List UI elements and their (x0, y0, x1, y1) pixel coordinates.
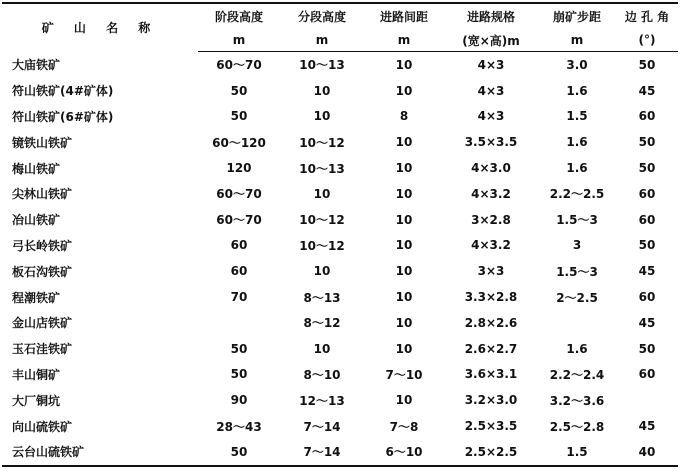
cell-sublevel-height: 10 (313, 341, 331, 356)
cell-bench-height: 50 (230, 341, 248, 356)
cell-caving-step: 3.2～3.6 (549, 393, 605, 408)
cell-drift-spacing: 7～8 (389, 419, 419, 434)
cell-caving-step: 3.0 (566, 57, 588, 72)
cell-drift-size: 4×3.0 (471, 161, 511, 176)
cell-sublevel-height: 7～14 (280, 439, 364, 466)
table-row (2, 155, 678, 181)
unit-sublevel-height: m (280, 29, 364, 52)
cell-bench-height: 60 (230, 264, 248, 279)
cell-drift-size: 4×3 (477, 109, 505, 124)
cell-side-hole-angle (616, 387, 678, 413)
cell-sublevel-height: 10 (313, 186, 331, 201)
cell-drift-size: 3.6×3.1 (464, 367, 518, 382)
header-drift-spacing: 进路间距 (364, 3, 444, 29)
cell-side-hole-angle: 50 (638, 341, 656, 356)
cell-mine-name: 镜铁山铁矿 (12, 135, 73, 150)
cell-drift-spacing: 8 (399, 109, 409, 124)
cell-sublevel-height: 10 (313, 109, 331, 124)
cell-drift-spacing: 10 (395, 135, 413, 150)
table-row (2, 52, 678, 78)
header-side-hole-angle: 边 孔 角 (616, 3, 678, 29)
cell-bench-height (198, 310, 280, 336)
table-row (2, 129, 678, 155)
cell-drift-spacing: 10 (395, 264, 413, 279)
table-row (2, 258, 678, 284)
cell-drift-size: 4×3.2 (471, 186, 511, 201)
cell-drift-spacing: 6～10 (364, 439, 444, 466)
cell-side-hole-angle: 45 (638, 264, 656, 279)
unit-drift-size: (宽×高)m (444, 29, 538, 52)
cell-mine-name: 云台山硫铁矿 (2, 439, 198, 466)
cell-drift-spacing: 10 (395, 161, 413, 176)
cell-side-hole-angle: 50 (638, 57, 656, 72)
unit-side-hole-angle: (°) (616, 29, 678, 52)
header-mine-name: 矿 山 名 称 (2, 3, 198, 52)
cell-drift-spacing: 10 (395, 57, 413, 72)
cell-drift-size: 3.3×2.8 (464, 290, 518, 305)
cell-side-hole-angle: 50 (638, 238, 656, 253)
cell-side-hole-angle: 50 (638, 161, 656, 176)
table-header (2, 3, 678, 52)
cell-side-hole-angle: 60 (638, 367, 656, 382)
cell-mine-name: 符山铁矿(6#矿体) (12, 109, 114, 124)
cell-mine-name: 板石沟铁矿 (12, 264, 73, 279)
cell-caving-step: 1.6 (566, 83, 588, 98)
cell-side-hole-angle: 40 (616, 439, 678, 466)
cell-caving-step: 1.6 (566, 135, 588, 150)
cell-bench-height: 28～43 (216, 419, 262, 434)
table-row (2, 439, 678, 466)
cell-sublevel-height: 8～12 (303, 316, 341, 331)
cell-drift-spacing: 10 (395, 238, 413, 253)
cell-side-hole-angle: 45 (638, 419, 656, 434)
cell-drift-size: 2.8×2.6 (464, 315, 518, 330)
cell-sublevel-height: 10～13 (299, 58, 345, 73)
cell-sublevel-height: 10 (313, 264, 331, 279)
cell-drift-size: 3.2×3.0 (464, 393, 518, 408)
table-row (2, 336, 678, 362)
cell-mine-name: 大厂铜坑 (12, 393, 61, 408)
cell-sublevel-height: 8～13 (303, 290, 341, 305)
cell-mine-name: 符山铁矿(4#矿体) (12, 84, 114, 99)
table-row (2, 284, 678, 310)
cell-caving-step: 3 (572, 238, 582, 253)
table-row (2, 362, 678, 388)
cell-mine-name: 弓长岭铁矿 (12, 238, 73, 253)
cell-drift-size: 3×3 (477, 264, 505, 279)
cell-caving-step: 2.2～2.5 (549, 187, 605, 202)
header-caving-step: 崩矿步距 (538, 3, 616, 29)
cell-drift-size: 4×3 (477, 83, 505, 98)
cell-drift-spacing: 10 (395, 83, 413, 98)
cell-bench-height: 50 (230, 109, 248, 124)
cell-bench-height: 60～70 (216, 58, 262, 73)
mining-parameters-table-container (2, 2, 678, 467)
table-row (2, 233, 678, 259)
cell-bench-height: 50 (198, 439, 280, 466)
cell-caving-step: 2.5～2.8 (549, 419, 605, 434)
cell-sublevel-height: 8～10 (303, 367, 341, 382)
table-row (2, 181, 678, 207)
cell-mine-name: 程潮铁矿 (12, 290, 61, 305)
cell-caving-step (538, 310, 616, 336)
cell-caving-step: 1.6 (566, 341, 588, 356)
cell-bench-height: 50 (230, 367, 248, 382)
table-row (2, 207, 678, 233)
cell-drift-spacing: 10 (395, 290, 413, 305)
cell-sublevel-height: 10～12 (299, 213, 345, 228)
unit-caving-step: m (538, 29, 616, 52)
header-sublevel-height: 分段高度 (280, 3, 364, 29)
cell-caving-step: 1.5 (566, 109, 588, 124)
cell-side-hole-angle: 60 (638, 109, 656, 124)
cell-drift-size: 2.5×2.5 (444, 439, 538, 466)
cell-bench-height: 90 (230, 393, 248, 408)
cell-drift-spacing: 10 (395, 393, 413, 408)
cell-mine-name: 尖林山铁矿 (12, 187, 73, 202)
cell-caving-step: 2.2～2.4 (549, 367, 605, 382)
cell-mine-name: 冶山铁矿 (12, 213, 61, 228)
cell-bench-height: 70 (230, 290, 248, 305)
cell-drift-size: 2.6×2.7 (464, 341, 518, 356)
cell-mine-name: 大庙铁矿 (12, 58, 61, 73)
header-drift-size: 进路规格 (444, 3, 538, 29)
cell-drift-spacing: 10 (395, 315, 413, 330)
cell-drift-size: 3.5×3.5 (464, 135, 518, 150)
cell-sublevel-height: 10～13 (299, 161, 345, 176)
cell-bench-height: 50 (230, 83, 248, 98)
cell-sublevel-height: 10～12 (299, 238, 345, 253)
cell-bench-height: 60～70 (216, 187, 262, 202)
cell-drift-spacing: 10 (395, 341, 413, 356)
cell-mine-name: 玉石洼铁矿 (12, 342, 73, 357)
cell-caving-step: 1.5～3 (556, 213, 598, 228)
cell-side-hole-angle: 60 (638, 186, 656, 201)
unit-drift-spacing: m (364, 29, 444, 52)
cell-mine-name: 金山店铁矿 (12, 316, 73, 331)
cell-drift-size: 3×2.8 (471, 212, 511, 227)
cell-caving-step: 2～2.5 (556, 290, 598, 305)
mining-parameters-table (2, 2, 678, 467)
cell-bench-height: 60～120 (212, 135, 266, 150)
header-bench-height: 阶段高度 (198, 3, 280, 29)
cell-sublevel-height: 10 (313, 83, 331, 98)
cell-side-hole-angle: 50 (638, 135, 656, 150)
header-row (2, 3, 678, 29)
cell-side-hole-angle: 60 (638, 212, 656, 227)
cell-drift-size: 4×3.2 (471, 238, 511, 253)
cell-drift-spacing: 10 (395, 212, 413, 227)
table-row (2, 387, 678, 413)
cell-mine-name: 梅山铁矿 (12, 161, 61, 176)
cell-drift-spacing: 10 (395, 186, 413, 201)
cell-bench-height: 60～70 (216, 213, 262, 228)
cell-drift-size: 4×3 (477, 57, 505, 72)
cell-caving-step: 1.6 (566, 161, 588, 176)
cell-sublevel-height: 12～13 (299, 393, 345, 408)
cell-sublevel-height: 10～12 (299, 135, 345, 150)
cell-sublevel-height: 7～14 (303, 419, 341, 434)
cell-side-hole-angle: 45 (638, 315, 656, 330)
table-row (2, 104, 678, 130)
table-row (2, 310, 678, 336)
cell-drift-size: 2.5×3.5 (464, 419, 518, 434)
cell-side-hole-angle: 45 (638, 83, 656, 98)
cell-mine-name: 丰山铜矿 (12, 367, 61, 382)
unit-bench-height: m (198, 29, 280, 52)
table-row (2, 413, 678, 439)
cell-bench-height: 120 (226, 161, 252, 176)
table-row (2, 78, 678, 104)
cell-drift-spacing: 7～10 (385, 367, 423, 382)
cell-bench-height: 60 (230, 238, 248, 253)
cell-side-hole-angle: 60 (638, 290, 656, 305)
cell-caving-step: 1.5～3 (556, 264, 598, 279)
cell-caving-step: 1.5 (538, 439, 616, 466)
table-body (2, 52, 678, 466)
cell-mine-name: 向山硫铁矿 (12, 419, 73, 434)
